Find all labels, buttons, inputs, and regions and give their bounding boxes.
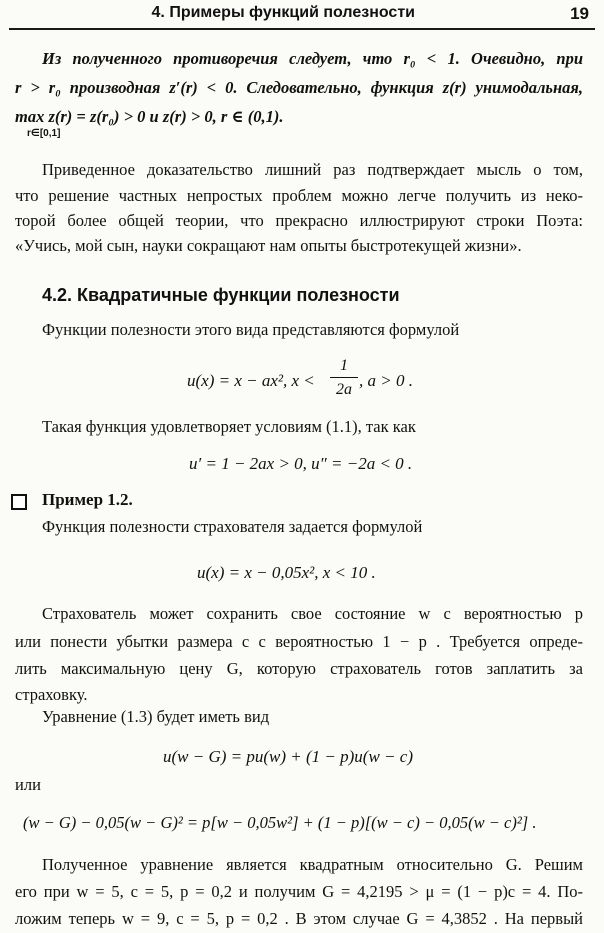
fraction-numerator: 1 [340,357,348,374]
running-header-title: 4. Примеры функций полезности [151,4,415,21]
final-line-1: Полученное уравнение является квадратным относительно G. Решим [42,855,583,874]
conditions-text: Такая функция удовлетворяет условиям (1.1), так как [42,417,416,436]
example-title: Пример 1.2. [42,490,133,509]
final-line-2: его при w = 5, c = 5, p = 0,2 и получим G = 4,2195 > μ = (1 − p)c = 4. По- [15,882,583,901]
example-utility-formula: u(x) = x − 0,05x², x < 10 . [197,563,376,582]
max-subscript: r∈[0,1] [27,128,61,139]
page-header [9,0,595,30]
section-intro: Функции полезности этого вида представляются формулой [42,320,460,339]
paragraph-2-line-3: торой более общей теории, что прекрасно иллюстрируют строки Поэта: [15,211,583,230]
final-line-3: ложим теперь w = 9, c = 5, p = 0,2 . В этом случае G = 4,3852 . На первый [15,909,583,928]
or-word: или [15,775,41,794]
example-intro: Функция полезности страхователя задается формулой [42,517,423,536]
equation-intro: Уравнение (1.3) будет иметь вид [42,707,270,726]
quadratic-utility-formula-right: , a > 0 . [359,371,413,390]
fraction-denominator: 2a [336,381,352,398]
example-square-icon [11,494,27,510]
paragraph-2-line-2: что решение частных непростых проблем можно легче получить из неко- [15,186,583,205]
example-text-line-1: Страхователь может сохранить свое состояние w с вероятностью p [42,604,583,623]
paragraph-1-line-1: Из полученного противоречия следует, что r₀ < 1. Очевидно, при [42,49,583,68]
quadratic-utility-formula-left: u(x) = x − ax², x < [187,371,315,390]
paragraph-2-line-4: «Учись, мой сын, науки сокращают нам опыты быстротекущей жизни». [15,236,522,255]
paragraph-1-line-3: max z(r) = z(r₀) > 0 и z(r) > 0, r ∈ (0,1). [15,107,284,126]
example-text-line-3: лить максимальную цену G, которую страхователь готов заплатить за [15,659,583,678]
section-title: 4.2. Квадратичные функции полезности [42,285,400,305]
paragraph-1-line-2: r > r₀ производная z′(r) < 0. Следовательно, функция z(r) унимодальная, [15,78,583,97]
example-text-line-4: страховку. [15,685,88,704]
derivatives-formula: u′ = 1 − 2ax > 0, u″ = −2a < 0 . [189,454,413,473]
fraction-bar [330,377,358,378]
equation-1: u(w − G) = pu(w) + (1 − p)u(w − c) [163,747,413,766]
equation-2: (w − G) − 0,05(w − G)² = p[w − 0,05w²] + (1 − p)[(w − c) − 0,05(w − c)²] . [23,813,537,832]
example-text-line-2: или понести убытки размера c с вероятностью 1 − p . Требуется опреде- [15,632,583,651]
paragraph-2-line-1: Приведенное доказательство лишний раз подтверждает мысль о том, [42,160,583,179]
page-number: 19 [570,4,589,23]
